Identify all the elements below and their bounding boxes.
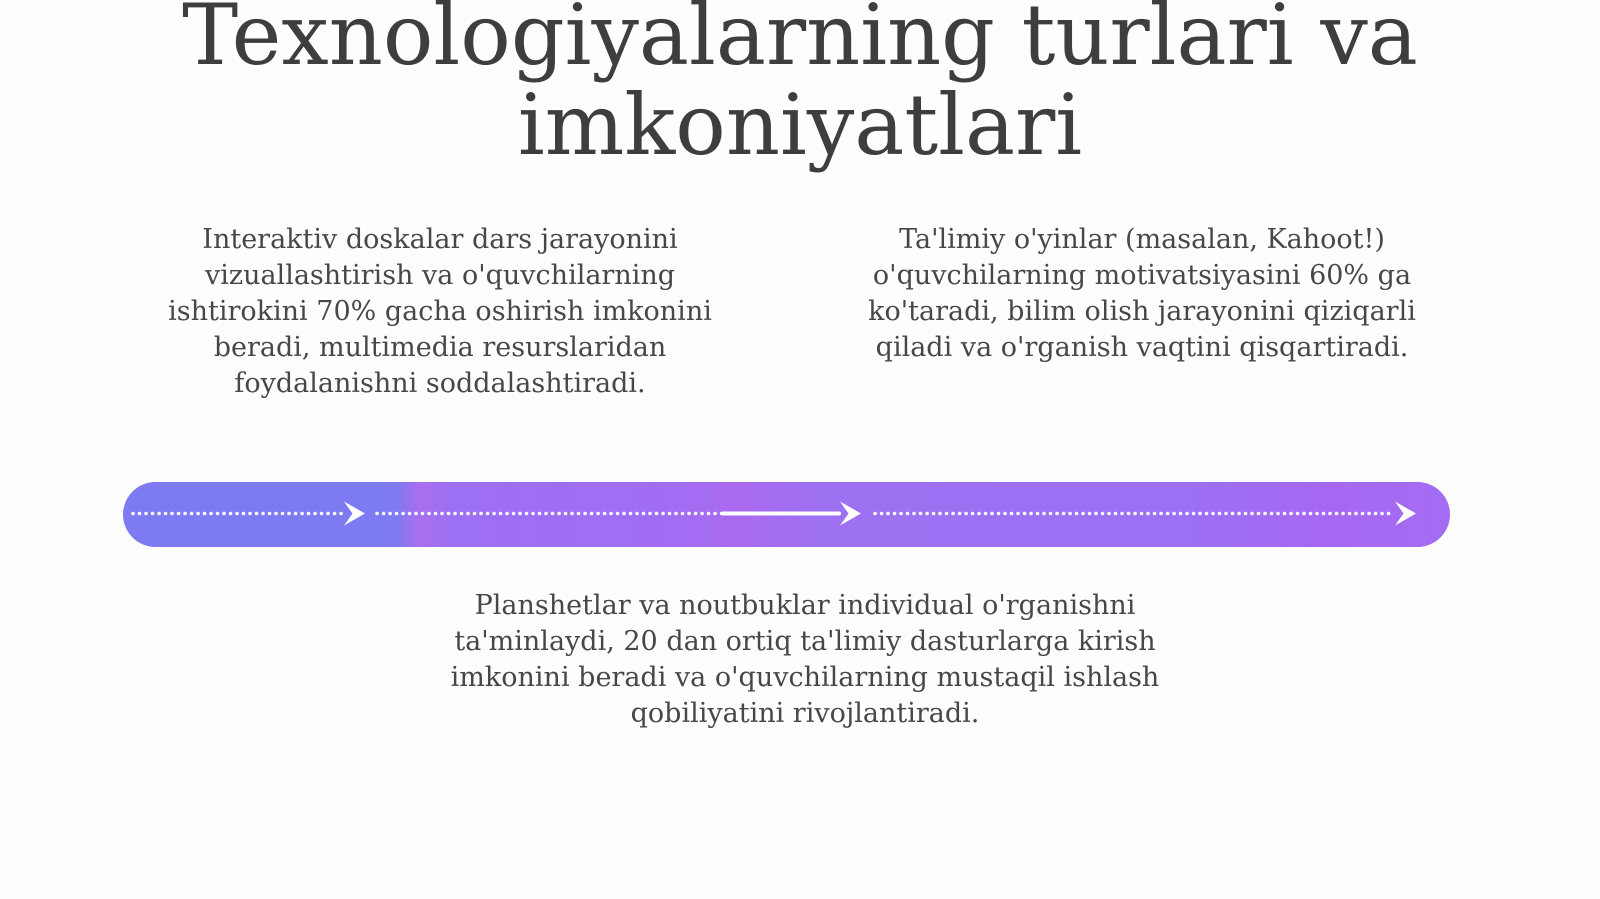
- timeline-bar: [123, 481, 1450, 548]
- paragraph-interactive-boards: Interaktiv doskalar dars jarayonini vizuallashtirish va o'quvchilarning ishtirokini 70% gacha oshirish imkonini beradi, multimedia resurslaridan foydalanishni soddalashtiradi.: [168, 224, 712, 399]
- timeline-graphic: [123, 481, 1450, 548]
- paragraph-tablets-laptops: Planshetlar va noutbuklar individual o'rganishni ta'minlaydi, 20 dan ortiq ta'limiy dasturlarga kirish imkonini beradi va o'quvchilarning mustaqil ishlash qobiliyatini rivojlantiradi.: [450, 590, 1160, 729]
- paragraph-educational-games: Ta'limiy o'yinlar (masalan, Kahoot!) o'quvchilarning motivatsiyasini 60% ga ko'taradi, bilim olish jarayonini qiziqarli qiladi va o'rganish vaqtini qisqartiradi.: [868, 224, 1416, 363]
- page-title: Texnologiyalarning turlari va imkoniyatlari: [182, 0, 1418, 174]
